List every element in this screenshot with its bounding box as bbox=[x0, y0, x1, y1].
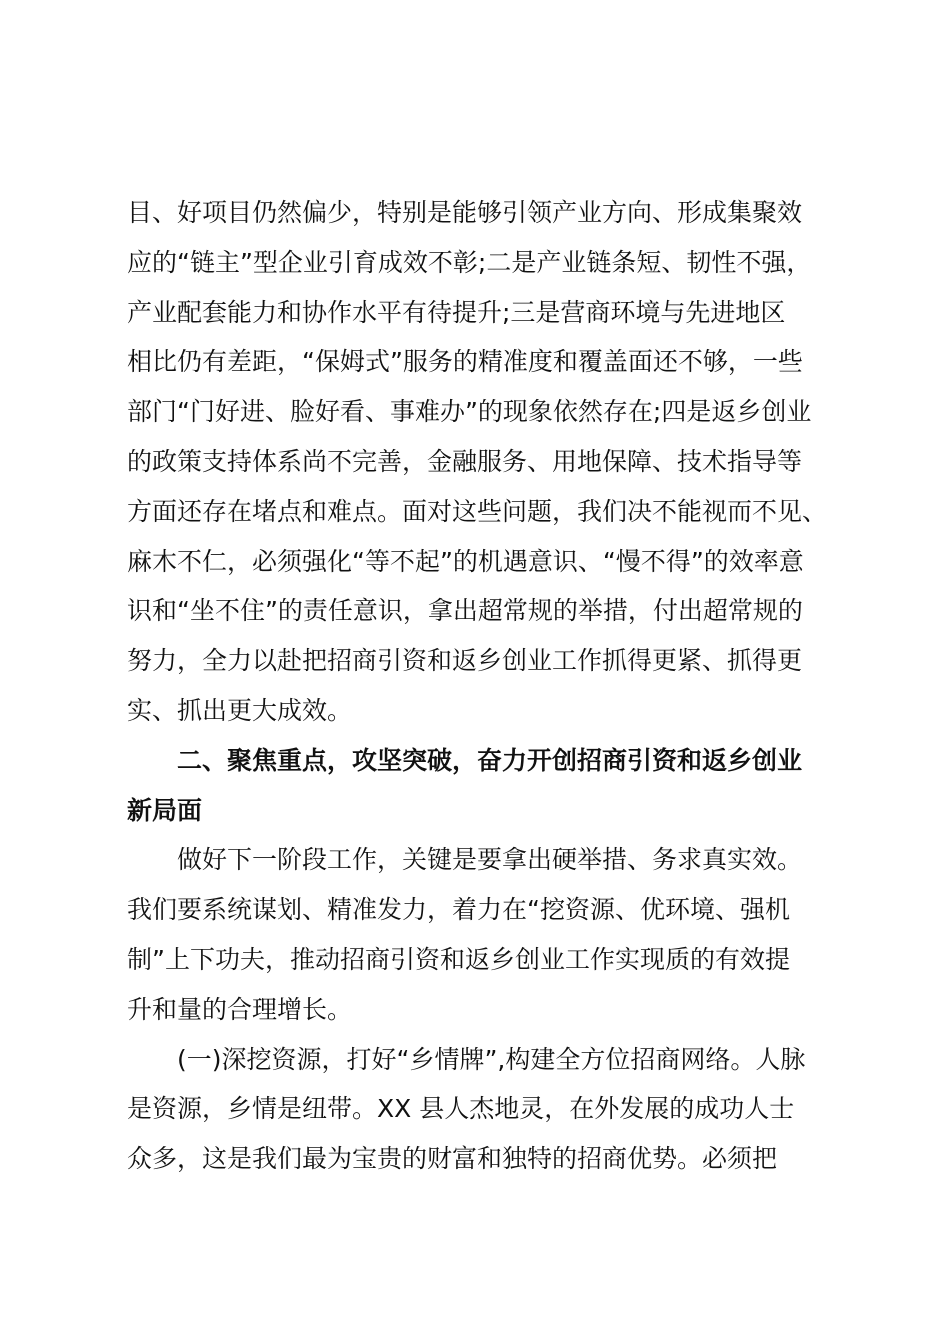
document-body bbox=[127, 188, 827, 1184]
text-line: 众多，这是我们最为宝贵的财富和独特的招商优势。必须把 bbox=[127, 1144, 778, 1174]
text-line: 目、好项目仍然偏少，特别是能够引领产业方向、形成集聚效 bbox=[127, 198, 803, 227]
paragraph-problems bbox=[127, 188, 827, 736]
text-line: 是资源，乡情是纽带。XX 县人杰地灵，在外发展的成功人士 bbox=[127, 1094, 795, 1124]
text-line: 努力，全力以赴把招商引资和返乡创业工作抓得更紧、抓得更 bbox=[127, 646, 803, 676]
heading-line: 新局面 bbox=[127, 795, 203, 825]
text-line: 麻木不仁，必须强化“等不起”的机遇意识、“慢不得”的效率意 bbox=[127, 546, 804, 576]
heading-line: 二、聚焦重点，攻坚突破，奋力开创招商引资和返乡创业 bbox=[177, 745, 803, 775]
text-line: 识和“坐不住”的责任意识，拿出超常规的举措，付出超常规的 bbox=[127, 596, 803, 626]
paragraph-subsection-1 bbox=[127, 1035, 827, 1184]
text-line: 产业配套能力和协作水平有待提升;三是营商环境与先进地区 bbox=[127, 297, 786, 327]
text-line: 的政策支持体系尚不完善，金融服务、用地保障、技术指导等 bbox=[127, 446, 803, 476]
text-line: 方面还存在堵点和难点。面对这些问题，我们决不能视而不见、 bbox=[127, 496, 828, 526]
text-line: 部门“门好进、脸好看、事难办”的现象依然存在;四是返乡创业 bbox=[127, 397, 812, 427]
text-line: 相比仍有差距，“保姆式”服务的精准度和覆盖面还不够，一些 bbox=[127, 347, 803, 377]
text-line: 实、抓出更大成效。 bbox=[127, 695, 353, 725]
text-line: 我们要系统谋划、精准发力，着力在“挖资源、优环境、强机 bbox=[127, 895, 790, 925]
paragraph-section-intro bbox=[127, 835, 827, 1034]
text-line: (一)深挖资源，打好“乡情牌”,构建全方位招商网络。人脉 bbox=[177, 1044, 806, 1074]
text-line: 应的“链主”型企业引育成效不彰;二是产业链条短、韧性不强， bbox=[127, 247, 812, 277]
text-line: 制”上下功夫，推动招商引资和返乡创业工作实现质的有效提 bbox=[127, 944, 790, 974]
section-heading bbox=[127, 736, 827, 836]
text-line: 升和量的合理增长。 bbox=[127, 994, 353, 1024]
text-line: 做好下一阶段工作，关键是要拿出硬举措、务求真实效。 bbox=[177, 845, 803, 875]
